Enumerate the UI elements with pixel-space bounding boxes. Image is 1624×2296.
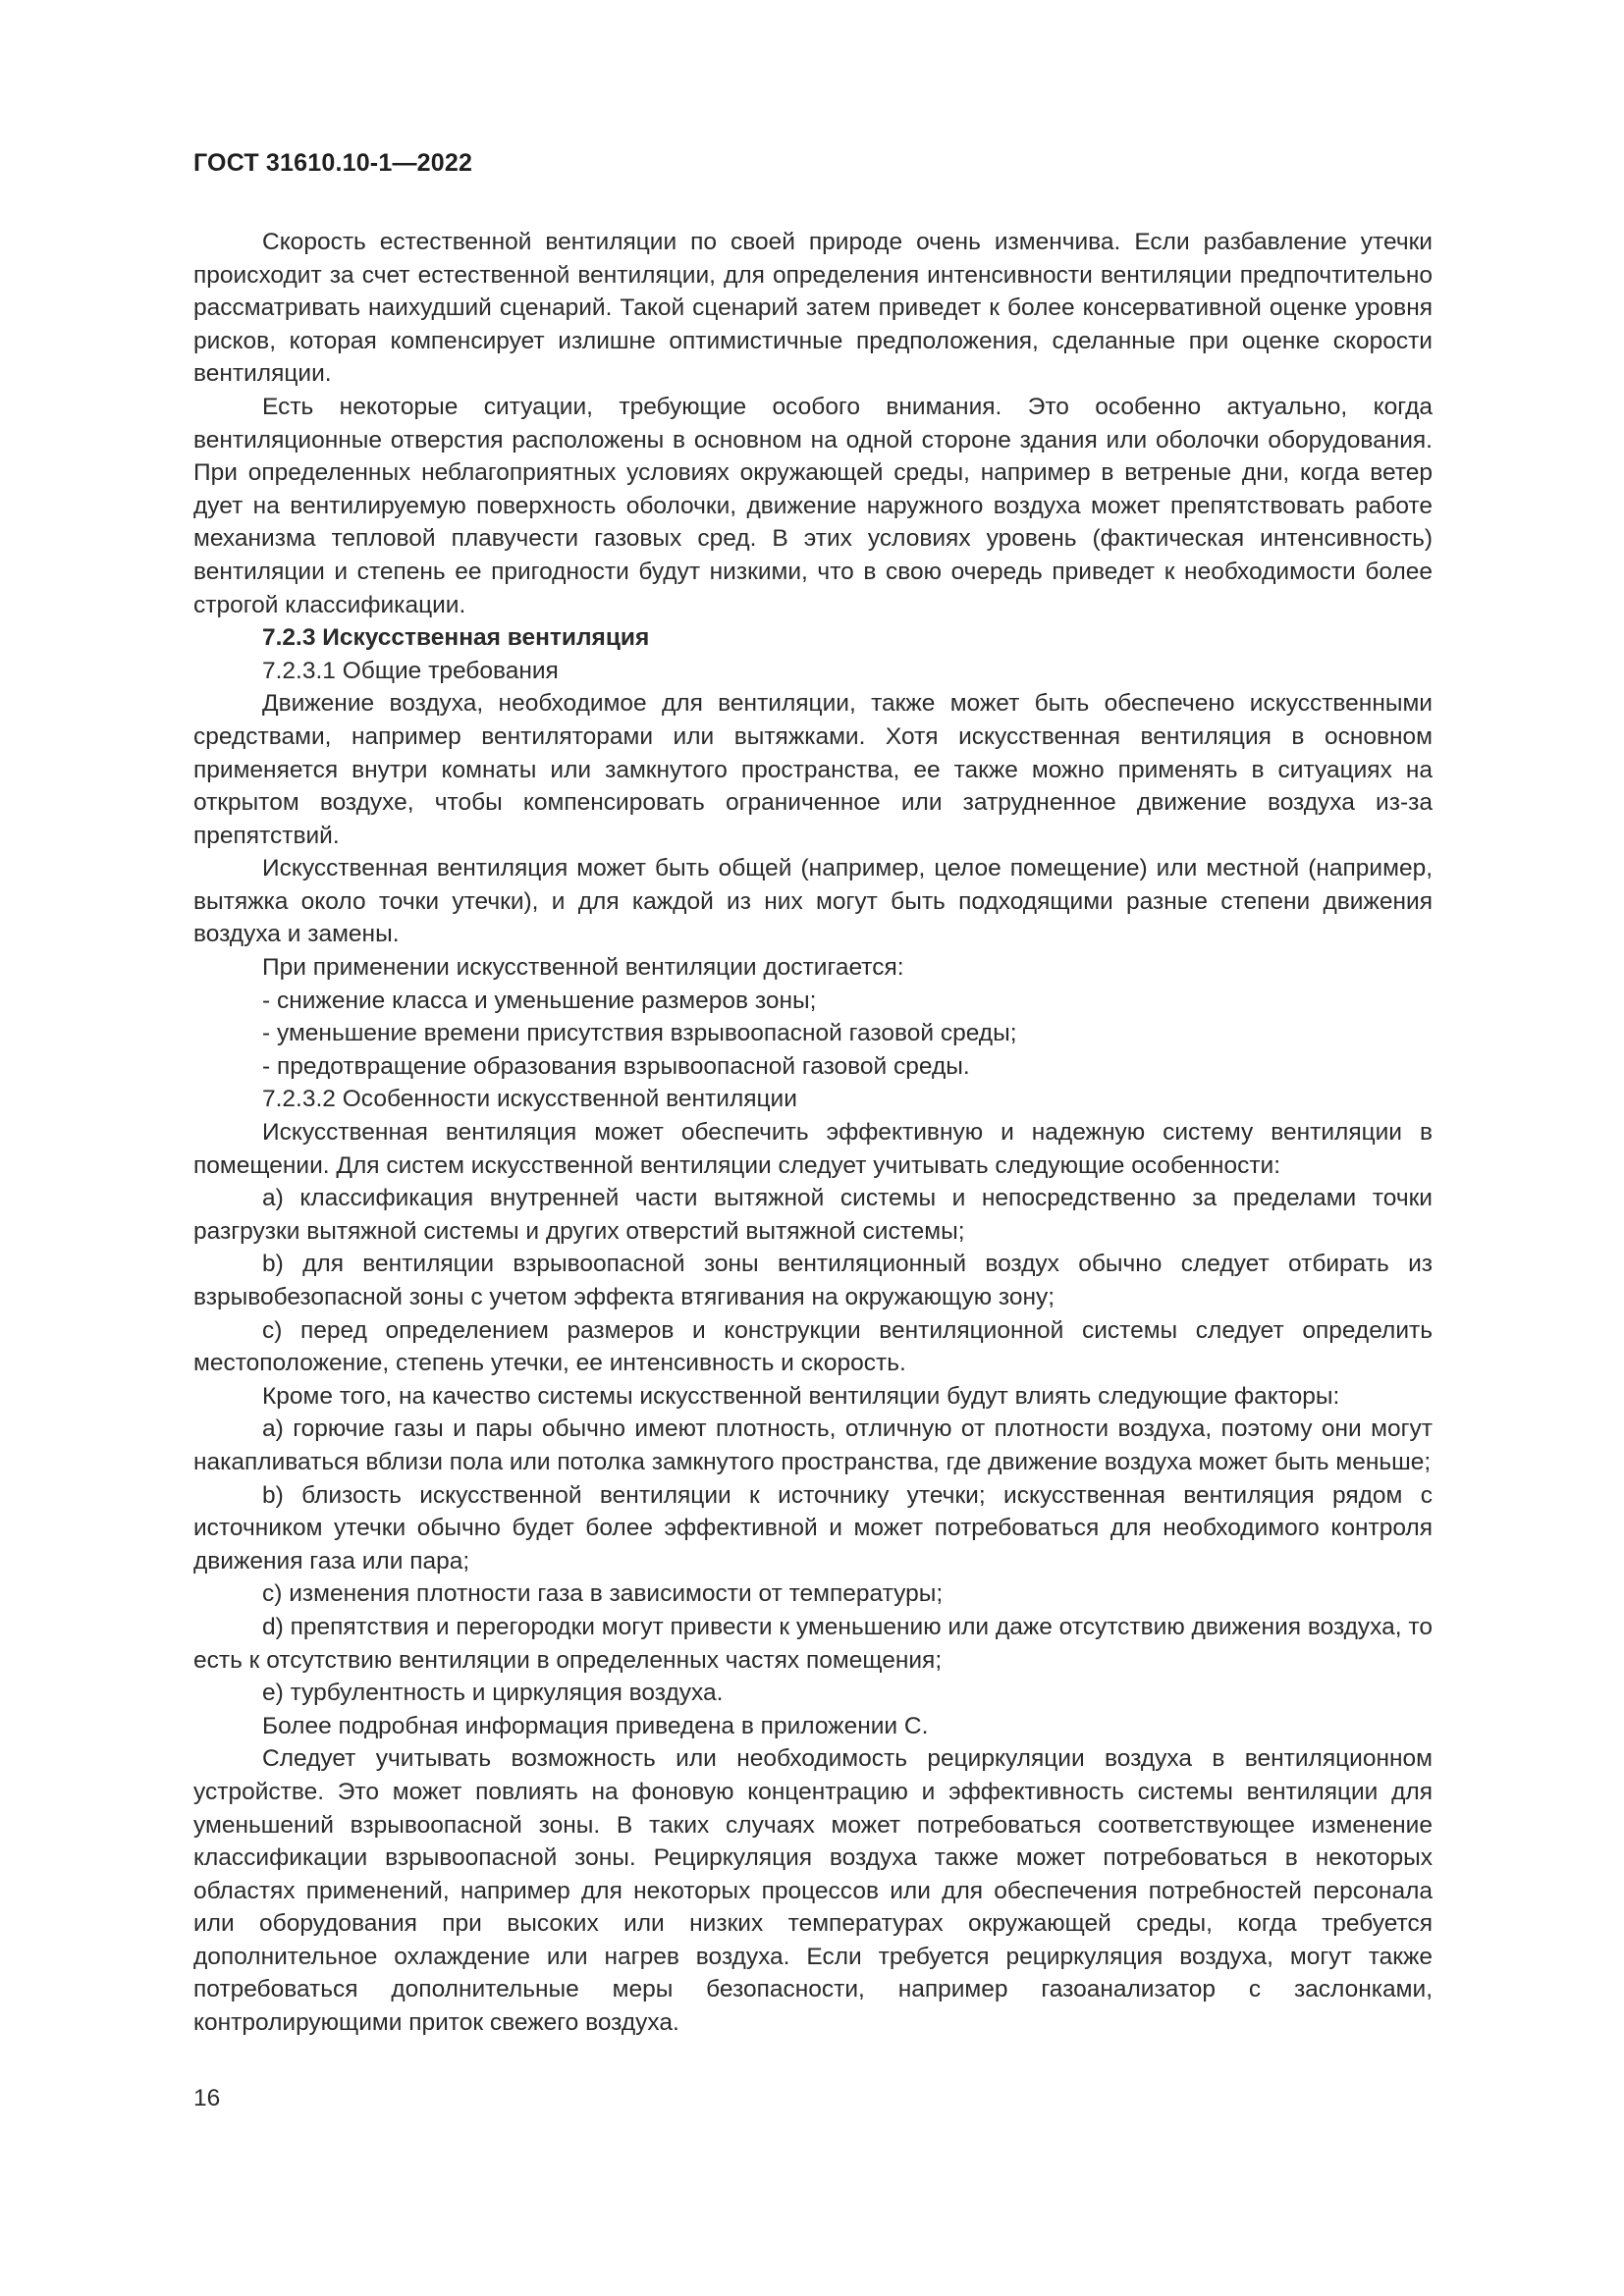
paragraph-recirculation: Следует учитывать возможность или необходимость рециркуляции воздуха в вентиляционном устройстве. Это может повлиять на фоновую концентрацию и эффективность системы вентиляции для уменьшений взрывоопасной зоны. В таких случаях может потребоваться соответствующее изменение классификации взрывоопасной зоны. Рециркуляция воздуха также может потребоваться в некоторых областях применений, например для некоторых процессов или для обеспечения потребностей персонала или оборудования при высоких или низких температурах окружающей среды, когда требуется дополнительное охлаждение или нагрев воздуха. Если требуется рециркуляция воздуха, могут также потребоваться дополнительные меры безопасности, например газоанализатор с заслонками, контролирующими приток свежего воздуха.: [193, 1745, 1433, 2037]
list-item-b-proximity: b) близость искусственной вентиляции к источнику утечки; искусственная вентиляция рядом с источником утечки обычно будет более эффективной и может потребоваться для необходимого контроля движения газа или пара;: [193, 1481, 1433, 1575]
list-item-reduce-zone-class: - снижение класса и уменьшение размеров зоны;: [262, 987, 817, 1014]
paragraph-natural-ventilation-variability: Скорость естественной вентиляции по своей природе очень изменчива. Если разбавление утечки происходит за счет естественной вентиляции, для определения интенсивности вентиляции предпочтительно рассматривать наихудший сценарий. Такой сценарий затем приведет к более консервативной оценке уровня рисков, которая компенсирует излишне оптимистичные предположения, сделанные при оценке скорости вентиляции.: [193, 229, 1433, 388]
list-item-e-turbulence: e) турбулентность и циркуляция воздуха.: [262, 1680, 724, 1707]
subsection-heading-7-2-3-2: 7.2.3.2 Особенности искусственной вентиляции: [262, 1086, 797, 1113]
list-item-reduce-presence-time: - уменьшение времени присутствия взрывоопасной газовой среды;: [262, 1020, 1017, 1047]
list-item-c-temperature: c) изменения плотности газа в зависимости от температуры;: [262, 1580, 944, 1608]
paragraph-appendix-reference: Более подробная информация приведена в приложении С.: [262, 1712, 929, 1739]
subsection-heading-7-2-3-1: 7.2.3.1 Общие требования: [262, 657, 559, 684]
paragraph-special-situations: Есть некоторые ситуации, требующие особого внимания. Это особенно актуально, когда вентиляционные отверстия расположены в основном на одной стороне здания или оболочки оборудования. При определенных неблагоприятных условиях окружающей среды, например в ветреные дни, когда ветер дует на вентилируемую поверхность оболочки, движение наружного воздуха может препятствовать работе механизма тепловой плавучести газовых сред. В этих условиях уровень (фактическая интенсивность) вентиляции и степень ее пригодности будут низкими, что в свою очередь приведет к необходимости более строгой классификации.: [193, 393, 1433, 618]
list-item-prevent-formation: - предотвращение образования взрывоопасной газовой среды.: [262, 1052, 970, 1080]
list-item-a-exhaust-classification: a) классификация внутренней части вытяжной системы и непосредственно за пределами точки разгрузки вытяжной системы и других отверстий вытяжной системы;: [193, 1185, 1433, 1245]
list-item-a-gas-density: a) горючие газы и пары обычно имеют плотность, отличную от плотности воздуха, поэтому они могут накапливаться вблизи пола или потолка замкнутого пространства, где движение воздуха может быть меньше;: [193, 1415, 1433, 1475]
paragraph-general-or-local: Искусственная вентиляция может быть общей (например, целое помещение) или местной (например, вытяжка около точки утечки), и для каждой из них могут быть подходящими разные степени движения воздуха и замены.: [193, 855, 1433, 948]
document-code-header: ГОСТ 31610.10-1—2022: [193, 149, 473, 177]
paragraph-effective-system: Искусственная вентиляция может обеспечить эффективную и надежную систему вентиляции в помещении. Для систем искусственной вентиляции следует учитывать следующие особенности:: [193, 1119, 1433, 1179]
page-number: 16: [193, 2085, 221, 2111]
paragraph-achieved-by: При применении искусственной вентиляции достигается:: [262, 954, 904, 982]
paragraph-artificial-air-movement: Движение воздуха, необходимое для вентиляции, также может быть обеспечено искусственными средствами, например вентиляторами или вытяжками. Хотя искусственная вентиляция в основном применяется внутри комнаты или замкнутого пространства, ее также можно применять в ситуациях на открытом воздухе, чтобы компенсировать ограниченное или затрудненное движение воздуха из-за препятствий.: [193, 690, 1433, 849]
document-body: [193, 226, 1433, 2040]
list-item-d-obstacles: d) препятствия и перегородки могут привести к уменьшению или даже отсутствию движения воздуха, то есть к отсутствию вентиляции в определенных частях помещения;: [193, 1613, 1433, 1674]
paragraph-quality-factors: Кроме того, на качество системы искусственной вентиляции будут влиять следующие факторы:: [262, 1382, 1340, 1410]
list-item-c-determine-location: c) перед определением размеров и конструкции вентиляционной системы следует определить местоположение, степень утечки, ее интенсивность и скорость.: [193, 1316, 1433, 1377]
list-item-b-air-intake: b) для вентиляции взрывоопасной зоны вентиляционный воздух обычно следует отбирать из взрывобезопасной зоны с учетом эффекта втягивания на окружающую зону;: [193, 1251, 1433, 1310]
section-heading-7-2-3: 7.2.3 Искусственная вентиляция: [262, 624, 650, 652]
